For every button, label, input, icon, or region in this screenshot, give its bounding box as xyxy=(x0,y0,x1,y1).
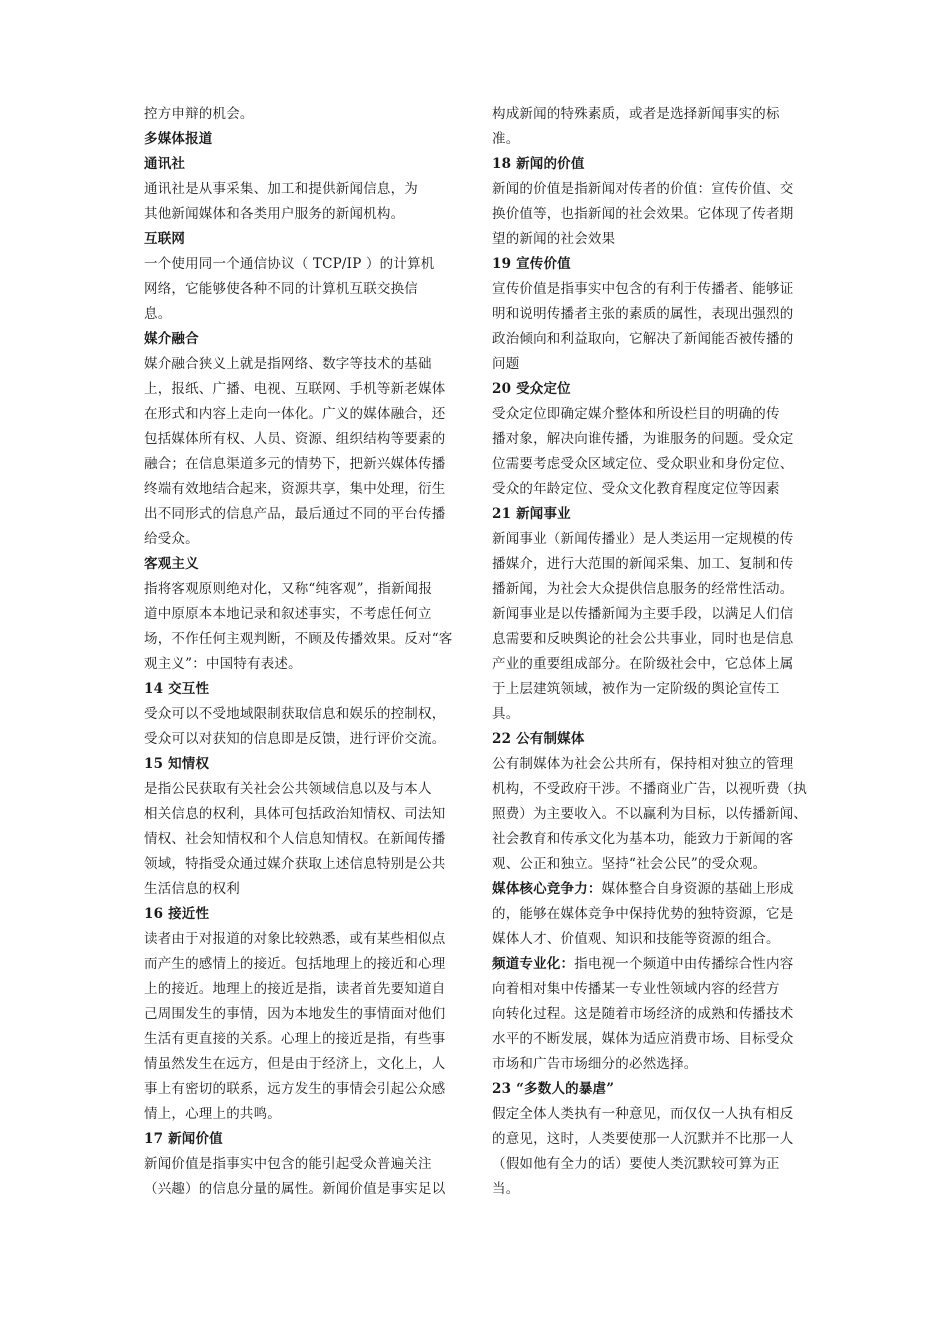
body-text-line: 构成新闻的特殊素质，或者是选择新闻事实的标 xyxy=(492,106,780,122)
body-text-line: 控方申辩的机会。 xyxy=(144,106,254,122)
body-text-line: 市场和广告市场细分的必然选择。 xyxy=(492,1056,698,1072)
section-heading: 多媒体报道 xyxy=(144,131,213,147)
body-text-line: 终端有效地结合起来，资源共享，集中处理，衍生 xyxy=(144,481,446,497)
body-text-line: 的意见，这时，人类要使那一人沉默并不比那一人 xyxy=(492,1131,794,1147)
body-text-line: 融合；在信息渠道多元的情势下，把新兴媒体传播 xyxy=(144,456,446,472)
body-text-line: 其他新闻媒体和各类用户服务的新闻机构。 xyxy=(144,206,405,222)
section-heading: 媒介融合 xyxy=(144,331,199,347)
body-text-line: 播对象，解决向谁传播，为谁服务的问题。受众定 xyxy=(492,431,794,447)
term-label: 频道专业化： xyxy=(492,956,575,972)
body-text-line: 给受众。 xyxy=(144,531,199,547)
section-heading: 23 “多数人的暴虐” xyxy=(492,1081,615,1097)
body-text-line: 出不同形式的信息产品，最后通过不同的平台传播 xyxy=(144,506,446,522)
body-text-line: 上，报纸、广播、电视、互联网、手机等新老媒体 xyxy=(144,381,446,397)
body-text-line: 望的新闻的社会效果 xyxy=(492,231,616,247)
section-heading: 17 新闻价值 xyxy=(144,1131,223,1147)
body-text-line: 媒介融合狭义上就是指网络、数字等技术的基础 xyxy=(144,356,432,372)
body-text-line: 观主义”：中国特有表述。 xyxy=(144,656,302,672)
body-text-line: 播新闻，为社会大众提供信息服务的经常性活动。 xyxy=(492,581,794,597)
body-text-line: 于上层建筑领域，被作为一定阶级的舆论宣传工 xyxy=(492,681,780,697)
body-text-line: 向转化过程。这是随着市场经济的成熟和传播技术 xyxy=(492,1006,794,1022)
body-text-line: 新闻的价值是指新闻对传者的价值：宣传价值、交 xyxy=(492,181,794,197)
body-text-line: 明和说明传播者主张的素质的属性，表现出强烈的 xyxy=(492,306,794,322)
body-text-line: 向着相对集中传播某一专业性领域内容的经营方 xyxy=(492,981,780,997)
section-heading: 19 宣传价值 xyxy=(492,256,571,272)
body-text-line: 领域，特指受众通过媒介获取上述信息特别是公共 xyxy=(144,856,446,872)
body-text-line: 播媒介，进行大范围的新闻采集、加工、复制和传 xyxy=(492,556,794,572)
left-column xyxy=(144,102,464,1202)
body-text-line: 一个使用同一个通信协议（ TCP/IP ）的计算机 xyxy=(144,256,435,272)
body-text-line: （假如他有全力的话）要使人类沉默较可算为正 xyxy=(492,1156,780,1172)
term-label: 媒体核心竞争力： xyxy=(492,881,602,897)
body-text-line: 位需要考虑受众区域定位、受众职业和身份定位、 xyxy=(492,456,794,472)
body-text-line: 场，不作任何主观判断，不顾及传播效果。反对“客 xyxy=(144,631,453,647)
body-text-line: 事上有密切的联系，远方发生的事情会引起公众感 xyxy=(144,1081,446,1097)
body-text-line: 生活有更直接的关系。心理上的接近是指，有些事 xyxy=(144,1031,446,1047)
body-text-line: 受众可以不受地域限制获取信息和娱乐的控制权， xyxy=(144,706,446,722)
body-text-line: 生活信息的权利 xyxy=(144,881,240,897)
body-text-line: 是指公民获取有关社会公共领域信息以及与本人 xyxy=(144,781,432,797)
section-heading: 14 交互性 xyxy=(144,681,210,697)
term-definition-line xyxy=(492,877,812,902)
body-text-line: 照费）为主要收入。不以赢利为目标，以传播新闻、 xyxy=(492,806,808,822)
right-column xyxy=(492,102,812,1202)
term-definition-line xyxy=(492,952,812,977)
body-text-line: 新闻事业（新闻传播业）是人类运用一定规模的传 xyxy=(492,531,794,547)
body-text-line: 情权、社会知情权和个人信息知情权。在新闻传播 xyxy=(144,831,446,847)
body-text-line: 己周围发生的事情，因为本地发生的事情面对他们 xyxy=(144,1006,446,1022)
term-text: 媒体整合自身资源的基础上形成 xyxy=(601,881,794,897)
body-text-line: 受众可以对获知的信息即是反馈，进行评价交流。 xyxy=(144,731,446,747)
body-text-line: 产业的重要组成部分。在阶级社会中，它总体上属 xyxy=(492,656,794,672)
body-text-line: 观、公正和独立。坚持“社会公民”的受众观。 xyxy=(492,856,767,872)
body-text-line: 上的接近。地理上的接近是指，读者首先要知道自 xyxy=(144,981,446,997)
body-text-line: 通讯社是从事采集、加工和提供新闻信息，为 xyxy=(144,181,418,197)
body-text-line: 息需要和反映舆论的社会公共事业，同时也是信息 xyxy=(492,631,794,647)
section-heading: 21 新闻事业 xyxy=(492,506,571,522)
body-text-line: 具。 xyxy=(492,706,520,722)
term-text: 指电视一个频道中由传播综合性内容 xyxy=(574,956,794,972)
body-text-line: 受众定位即确定媒介整体和所设栏目的明确的传 xyxy=(492,406,780,422)
body-text-line: 道中原原本本地记录和叙述事实，不考虑任何立 xyxy=(144,606,432,622)
section-heading: 互联网 xyxy=(144,231,186,247)
body-text-line: 媒体人才、价值观、知识和技能等资源的组合。 xyxy=(492,931,780,947)
body-text-line: 政治倾向和利益取向，它解决了新闻能否被传播的 xyxy=(492,331,794,347)
body-text-line: 指将客观原则绝对化，又称“纯客观”，指新闻报 xyxy=(144,581,433,597)
body-text-line: 问题 xyxy=(492,356,520,372)
body-text-line: 新闻事业是以传播新闻为主要手段，以满足人们信 xyxy=(492,606,794,622)
body-text-line: 机构，不受政府干涉。不播商业广告，以视听费（执 xyxy=(492,781,808,797)
section-heading: 18 新闻的价值 xyxy=(492,156,585,172)
body-text-line: 网络，它能够使各种不同的计算机互联交换信 xyxy=(144,281,418,297)
body-text-line: 准。 xyxy=(492,131,520,147)
body-text-line: 假定全体人类执有一种意见，而仅仅一人执有相反 xyxy=(492,1106,794,1122)
body-text-line: 读者由于对报道的对象比较熟悉，或有某些相似点 xyxy=(144,931,446,947)
body-text-line: 息。 xyxy=(144,306,172,322)
body-text-line: 社会教育和传承文化为基本功，能致力于新闻的客 xyxy=(492,831,794,847)
body-text-line: 在形式和内容上走向一体化。广义的媒体融合，还 xyxy=(144,406,446,422)
body-text-line: 而产生的感情上的接近。包括地理上的接近和心理 xyxy=(144,956,446,972)
section-heading: 20 受众定位 xyxy=(492,381,571,397)
body-text-line: （兴趣）的信息分量的属性。新闻价值是事实足以 xyxy=(144,1181,446,1197)
body-text-line: 相关信息的权利，具体可包括政治知情权、司法知 xyxy=(144,806,446,822)
body-text-line: 情虽然发生在远方，但是由于经济上，文化上，人 xyxy=(144,1056,446,1072)
body-text-line: 包括媒体所有权、人员、资源、组织结构等要素的 xyxy=(144,431,446,447)
body-text-line: 的，能够在媒体竞争中保持优势的独特资源，它是 xyxy=(492,906,794,922)
section-heading: 通讯社 xyxy=(144,156,186,172)
section-heading: 客观主义 xyxy=(144,556,199,572)
body-text-line: 受众的年龄定位、受众文化教育程度定位等因素 xyxy=(492,481,780,497)
body-text-line: 换价值等，也指新闻的社会效果。它体现了传者期 xyxy=(492,206,794,222)
body-text-line: 水平的不断发展，媒体为适应消费市场、目标受众 xyxy=(492,1031,794,1047)
body-text-line: 宣传价值是指事实中包含的有利于传播者、能够证 xyxy=(492,281,794,297)
body-text-line: 情上，心理上的共鸣。 xyxy=(144,1106,281,1122)
body-text-line: 公有制媒体为社会公共所有，保持相对独立的管理 xyxy=(492,756,794,772)
body-text-line: 当。 xyxy=(492,1181,520,1197)
section-heading: 22 公有制媒体 xyxy=(492,731,585,747)
body-text-line: 新闻价值是指事实中包含的能引起受众普遍关注 xyxy=(144,1156,432,1172)
section-heading: 15 知情权 xyxy=(144,756,210,772)
section-heading: 16 接近性 xyxy=(144,906,210,922)
